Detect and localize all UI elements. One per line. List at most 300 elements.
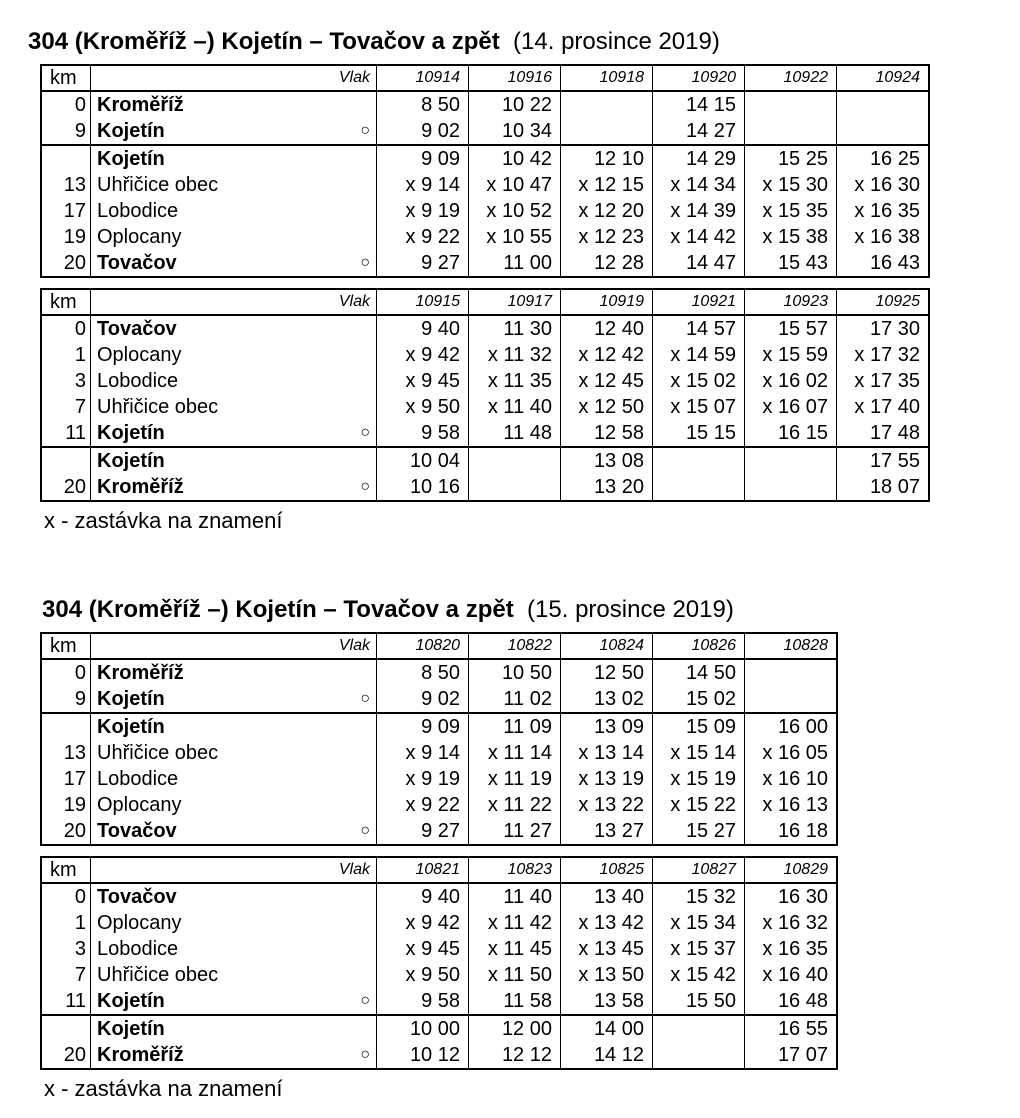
- time-cell: x 16 35: [854, 200, 920, 222]
- station-name: Kroměříž: [97, 476, 184, 498]
- table-row: [41, 883, 837, 910]
- timetable-table-outbound: [40, 632, 838, 846]
- time-cell: 11 00: [469, 250, 561, 277]
- time-cell: [745, 686, 838, 713]
- legend: x - zastávka na znamení: [44, 1076, 283, 1101]
- train-number: 10919: [561, 289, 653, 315]
- station-cell: [91, 368, 377, 394]
- time-cell: 9 27: [377, 250, 469, 277]
- time-cell: 10 16: [377, 474, 469, 501]
- time-cell: 14 47: [653, 250, 745, 277]
- station-cell: [91, 145, 377, 172]
- table-row: [41, 962, 837, 988]
- time-cell: 9 58: [377, 420, 469, 447]
- circle-icon: ○: [360, 992, 370, 1009]
- train-number: 10820: [377, 633, 469, 659]
- time-cell: x 11 45: [469, 936, 561, 962]
- time-cell: x 15 07: [653, 394, 745, 420]
- station-cell: [91, 420, 377, 447]
- time-cell: 17 07: [777, 1044, 828, 1066]
- time-cell: x 11 35: [469, 368, 561, 394]
- time-cell: 14 27: [653, 118, 745, 145]
- time-cell: [653, 1015, 745, 1042]
- km-cell: 19: [41, 792, 91, 818]
- section-title: [28, 28, 930, 56]
- time-cell: x 16 32: [762, 912, 828, 934]
- time-cell: 15 27: [653, 818, 745, 845]
- station-name: Kroměříž: [97, 662, 184, 684]
- time-cell: x 15 22: [653, 792, 745, 818]
- time-cell: 17 48: [869, 422, 920, 444]
- km-cell: 11: [41, 988, 91, 1015]
- time-cell: 9 02: [377, 686, 469, 713]
- time-cell: [745, 118, 837, 145]
- km-cell: 3: [41, 368, 91, 394]
- time-cell: 11 30: [469, 315, 561, 342]
- km-cell: 20: [41, 818, 91, 845]
- header-row: [41, 289, 929, 315]
- title-route: 304 (Kroměříž –) Kojetín – Tovačov a zpět: [28, 28, 500, 55]
- time-cell: 16 55: [745, 1015, 838, 1042]
- time-cell: 15 25: [745, 145, 837, 172]
- station-name: Kojetín: [97, 120, 165, 142]
- time-cell: x 13 14: [561, 740, 653, 766]
- station-cell: [91, 172, 377, 198]
- km-cell: 17: [41, 198, 91, 224]
- title-date: (15. prosince 2019): [527, 596, 734, 623]
- header-row: [41, 633, 837, 659]
- time-cell: 12 58: [561, 420, 653, 447]
- km-header: km: [41, 289, 91, 315]
- train-number: 10925: [837, 289, 930, 315]
- time-cell: 16 15: [745, 420, 837, 447]
- timetable-table-return: [40, 856, 838, 1070]
- time-cell: 12 10: [561, 145, 653, 172]
- km-cell: 9: [41, 118, 91, 145]
- station-cell: [91, 740, 377, 766]
- circle-icon: ○: [360, 690, 370, 707]
- time-cell: [561, 118, 653, 145]
- station-cell: [91, 766, 377, 792]
- circle-icon: ○: [360, 1046, 370, 1063]
- table-row: [41, 368, 929, 394]
- km-cell: 20: [41, 1042, 91, 1069]
- time-cell: [653, 447, 745, 474]
- train-number: 10829: [745, 857, 838, 883]
- station-name: Uhřičice obec: [97, 396, 219, 418]
- train-number: 10918: [561, 65, 653, 91]
- time-cell: x 16 02: [745, 368, 837, 394]
- station-name: Lobodice: [97, 370, 179, 392]
- table-row: [41, 172, 929, 198]
- time-cell: 14 00: [561, 1015, 653, 1042]
- station-name: Lobodice: [97, 768, 179, 790]
- time-cell: 11 09: [469, 713, 561, 740]
- station-name: Kojetín: [97, 148, 165, 170]
- legend: x - zastávka na znamení: [44, 508, 283, 533]
- km-cell: 1: [41, 342, 91, 368]
- km-cell: 13: [41, 172, 91, 198]
- header-row: [41, 65, 929, 91]
- time-cell: 16 00: [745, 713, 838, 740]
- station-name: Kojetín: [97, 688, 165, 710]
- time-cell: x 14 34: [653, 172, 745, 198]
- time-cell: x 9 22: [377, 224, 469, 250]
- timetable: [40, 632, 838, 846]
- time-cell: 16 48: [777, 990, 828, 1012]
- km-header: km: [41, 633, 91, 659]
- time-cell: 9 40: [377, 883, 469, 910]
- km-cell: [41, 713, 91, 740]
- km-header: km: [41, 857, 91, 883]
- time-cell: 12 50: [561, 659, 653, 686]
- time-cell: 11 40: [469, 883, 561, 910]
- time-cell: 18 07: [869, 476, 920, 498]
- time-cell: x 12 45: [561, 368, 653, 394]
- station-name: Tovačov: [97, 252, 177, 274]
- circle-icon: ○: [360, 822, 370, 839]
- time-cell: x 15 34: [653, 910, 745, 936]
- train-number: 10924: [837, 65, 930, 91]
- table-row: [41, 198, 929, 224]
- time-cell: 16 25: [837, 145, 930, 172]
- time-cell: x 11 19: [469, 766, 561, 792]
- time-cell: x 11 14: [469, 740, 561, 766]
- time-cell: 13 09: [561, 713, 653, 740]
- time-cell: x 11 50: [469, 962, 561, 988]
- time-cell: 14 50: [653, 659, 745, 686]
- time-cell: [469, 474, 561, 501]
- station-cell: [91, 250, 377, 277]
- time-cell: x 11 22: [469, 792, 561, 818]
- time-cell: [745, 91, 837, 118]
- station-name: Kojetín: [97, 716, 165, 738]
- station-name: Uhřičice obec: [97, 742, 219, 764]
- km-cell: 0: [41, 91, 91, 118]
- time-cell: x 12 50: [561, 394, 653, 420]
- time-cell: x 12 23: [561, 224, 653, 250]
- table-row: [41, 988, 837, 1015]
- time-cell: x 13 19: [561, 766, 653, 792]
- station-name: Oplocany: [97, 794, 182, 816]
- table-row: [41, 818, 837, 845]
- time-cell: x 16 13: [762, 794, 828, 816]
- time-cell: 13 08: [561, 447, 653, 474]
- time-cell: x 11 32: [469, 342, 561, 368]
- timetable-table-outbound: [40, 64, 930, 278]
- time-cell: x 16 38: [854, 226, 920, 248]
- time-cell: [745, 659, 838, 686]
- table-row: [41, 713, 837, 740]
- timetable: [40, 856, 838, 1070]
- circle-icon: ○: [360, 254, 370, 271]
- train-number: 10914: [377, 65, 469, 91]
- time-cell: 12 40: [561, 315, 653, 342]
- time-cell: 16 43: [869, 252, 920, 274]
- station-cell: [91, 910, 377, 936]
- time-cell: x 16 10: [762, 768, 828, 790]
- time-cell: x 9 50: [377, 394, 469, 420]
- timetable: [40, 288, 930, 502]
- station-name: Kojetín: [97, 422, 165, 444]
- time-cell: 10 00: [377, 1015, 469, 1042]
- time-cell: x 9 45: [377, 936, 469, 962]
- time-cell: 14 57: [653, 315, 745, 342]
- time-cell: [745, 447, 837, 474]
- time-cell: 15 15: [653, 420, 745, 447]
- station-name: Kojetín: [97, 990, 165, 1012]
- time-cell: x 15 42: [653, 962, 745, 988]
- km-cell: 0: [41, 315, 91, 342]
- station-name: Kroměříž: [97, 1044, 184, 1066]
- time-cell: x 9 14: [377, 740, 469, 766]
- time-cell: 15 43: [745, 250, 837, 277]
- time-cell: 9 09: [377, 145, 469, 172]
- time-cell: 10 22: [469, 91, 561, 118]
- time-cell: x 13 50: [561, 962, 653, 988]
- time-cell: x 11 42: [469, 910, 561, 936]
- table-row: [41, 342, 929, 368]
- km-cell: 0: [41, 659, 91, 686]
- km-cell: 19: [41, 224, 91, 250]
- train-number: 10922: [745, 65, 837, 91]
- time-cell: 12 12: [469, 1042, 561, 1069]
- time-cell: x 9 14: [377, 172, 469, 198]
- train-number: 10916: [469, 65, 561, 91]
- km-cell: 17: [41, 766, 91, 792]
- train-label-header: Vlak: [91, 65, 377, 91]
- time-cell: x 17 40: [854, 396, 920, 418]
- time-cell: 10 12: [377, 1042, 469, 1069]
- station-name: Kojetín: [97, 450, 165, 472]
- station-cell: [91, 224, 377, 250]
- time-cell: x 16 05: [762, 742, 828, 764]
- time-cell: [745, 474, 837, 501]
- table-row: [41, 91, 929, 118]
- km-cell: 20: [41, 474, 91, 501]
- train-label-header: Vlak: [91, 633, 377, 659]
- time-cell: x 14 42: [653, 224, 745, 250]
- time-cell: 8 50: [377, 91, 469, 118]
- time-cell: 12 00: [469, 1015, 561, 1042]
- km-cell: 13: [41, 740, 91, 766]
- km-cell: 9: [41, 686, 91, 713]
- title-route: 304 (Kroměříž –) Kojetín – Tovačov a zpět: [42, 596, 514, 623]
- km-header: km: [41, 65, 91, 91]
- time-cell: [653, 1042, 745, 1069]
- timetable-section: [28, 28, 930, 534]
- station-name: Tovačov: [97, 886, 177, 908]
- station-name: Uhřičice obec: [97, 174, 219, 196]
- table-row: [41, 1042, 837, 1069]
- table-row: [41, 420, 929, 447]
- table-row: [41, 766, 837, 792]
- train-number: 10921: [653, 289, 745, 315]
- station-name: Oplocany: [97, 344, 182, 366]
- circle-icon: ○: [360, 478, 370, 495]
- station-cell: [91, 713, 377, 740]
- station-cell: [91, 818, 377, 845]
- table-row: [41, 118, 929, 145]
- time-cell: 14 29: [653, 145, 745, 172]
- station-name: Lobodice: [97, 200, 179, 222]
- table-row: [41, 1015, 837, 1042]
- circle-icon: ○: [360, 122, 370, 139]
- station-cell: [91, 883, 377, 910]
- table-row: [41, 394, 929, 420]
- km-cell: 0: [41, 883, 91, 910]
- time-cell: x 13 22: [561, 792, 653, 818]
- train-number: 10822: [469, 633, 561, 659]
- timetable: [40, 64, 930, 278]
- km-cell: 7: [41, 962, 91, 988]
- station-cell: [91, 988, 377, 1015]
- table-row: [41, 740, 837, 766]
- time-cell: x 15 37: [653, 936, 745, 962]
- time-cell: 11 58: [469, 988, 561, 1015]
- train-number: 10825: [561, 857, 653, 883]
- time-cell: x 15 02: [653, 368, 745, 394]
- time-cell: 10 50: [469, 659, 561, 686]
- station-name: Lobodice: [97, 938, 179, 960]
- time-cell: 16 30: [777, 886, 828, 908]
- time-cell: 13 02: [561, 686, 653, 713]
- station-cell: [91, 659, 377, 686]
- time-cell: 12 28: [561, 250, 653, 277]
- time-cell: x 15 19: [653, 766, 745, 792]
- section-title: [42, 596, 838, 624]
- time-cell: [469, 447, 561, 474]
- time-cell: 17 55: [837, 447, 930, 474]
- time-cell: x 10 55: [469, 224, 561, 250]
- km-cell: 1: [41, 910, 91, 936]
- train-number: 10828: [745, 633, 838, 659]
- header-row: [41, 857, 837, 883]
- time-cell: 13 27: [561, 818, 653, 845]
- time-cell: x 16 07: [745, 394, 837, 420]
- time-cell: 13 40: [561, 883, 653, 910]
- time-cell: x 9 19: [377, 766, 469, 792]
- km-cell: [41, 145, 91, 172]
- time-cell: 11 48: [469, 420, 561, 447]
- table-row: [41, 474, 929, 501]
- station-cell: [91, 686, 377, 713]
- train-label-header: Vlak: [91, 289, 377, 315]
- station-cell: [91, 118, 377, 145]
- train-number: 10827: [653, 857, 745, 883]
- time-cell: x 9 42: [377, 910, 469, 936]
- station-cell: [91, 936, 377, 962]
- table-row: [41, 659, 837, 686]
- station-cell: [91, 792, 377, 818]
- time-cell: 13 20: [561, 474, 653, 501]
- train-number: 10821: [377, 857, 469, 883]
- time-cell: 11 27: [469, 818, 561, 845]
- station-name: Kojetín: [97, 1018, 165, 1040]
- time-cell: x 14 59: [653, 342, 745, 368]
- time-cell: 16 18: [777, 820, 828, 842]
- time-cell: 15 32: [653, 883, 745, 910]
- station-name: Oplocany: [97, 912, 182, 934]
- time-cell: 9 27: [377, 818, 469, 845]
- table-row: [41, 447, 929, 474]
- time-cell: x 16 40: [762, 964, 828, 986]
- table-row: [41, 910, 837, 936]
- time-cell: x 13 45: [561, 936, 653, 962]
- time-cell: [561, 91, 653, 118]
- station-cell: [91, 474, 377, 501]
- time-cell: 9 02: [377, 118, 469, 145]
- time-cell: x 9 50: [377, 962, 469, 988]
- km-cell: 11: [41, 420, 91, 447]
- station-cell: [91, 1015, 377, 1042]
- time-cell: [837, 91, 930, 118]
- km-cell: [41, 447, 91, 474]
- timetable-section: [42, 596, 838, 1102]
- station-name: Uhřičice obec: [97, 964, 219, 986]
- time-cell: x 15 59: [745, 342, 837, 368]
- time-cell: 13 58: [561, 988, 653, 1015]
- time-cell: 10 04: [377, 447, 469, 474]
- train-number: 10915: [377, 289, 469, 315]
- train-label-header: Vlak: [91, 857, 377, 883]
- time-cell: 17 30: [869, 318, 920, 340]
- train-number: 10824: [561, 633, 653, 659]
- time-cell: 9 40: [377, 315, 469, 342]
- time-cell: 10 34: [469, 118, 561, 145]
- station-cell: [91, 1042, 377, 1069]
- time-cell: x 13 42: [561, 910, 653, 936]
- title-date: (14. prosince 2019): [513, 28, 720, 55]
- time-cell: x 16 30: [854, 174, 920, 196]
- table-row: [41, 250, 929, 277]
- time-cell: x 15 14: [653, 740, 745, 766]
- train-number: 10920: [653, 65, 745, 91]
- time-cell: x 15 38: [745, 224, 837, 250]
- time-cell: 8 50: [377, 659, 469, 686]
- train-number: 10917: [469, 289, 561, 315]
- time-cell: x 12 42: [561, 342, 653, 368]
- station-name: Tovačov: [97, 318, 177, 340]
- time-cell: x 17 32: [854, 344, 920, 366]
- time-cell: 15 02: [653, 686, 745, 713]
- time-cell: x 15 30: [745, 172, 837, 198]
- table-row: [41, 224, 929, 250]
- table-row: [41, 145, 929, 172]
- time-cell: x 15 35: [745, 198, 837, 224]
- circle-icon: ○: [360, 424, 370, 441]
- time-cell: x 10 52: [469, 198, 561, 224]
- time-cell: [653, 474, 745, 501]
- station-name: Kroměříž: [97, 94, 184, 116]
- station-cell: [91, 198, 377, 224]
- time-cell: x 9 42: [377, 342, 469, 368]
- time-cell: 9 09: [377, 713, 469, 740]
- time-cell: [837, 118, 930, 145]
- km-cell: 3: [41, 936, 91, 962]
- time-cell: 15 50: [653, 988, 745, 1015]
- train-number: 10823: [469, 857, 561, 883]
- time-cell: x 16 35: [762, 938, 828, 960]
- time-cell: x 14 39: [653, 198, 745, 224]
- time-cell: 15 09: [653, 713, 745, 740]
- time-cell: 9 58: [377, 988, 469, 1015]
- table-row: [41, 936, 837, 962]
- time-cell: x 9 19: [377, 198, 469, 224]
- station-cell: [91, 342, 377, 368]
- km-cell: [41, 1015, 91, 1042]
- station-cell: [91, 447, 377, 474]
